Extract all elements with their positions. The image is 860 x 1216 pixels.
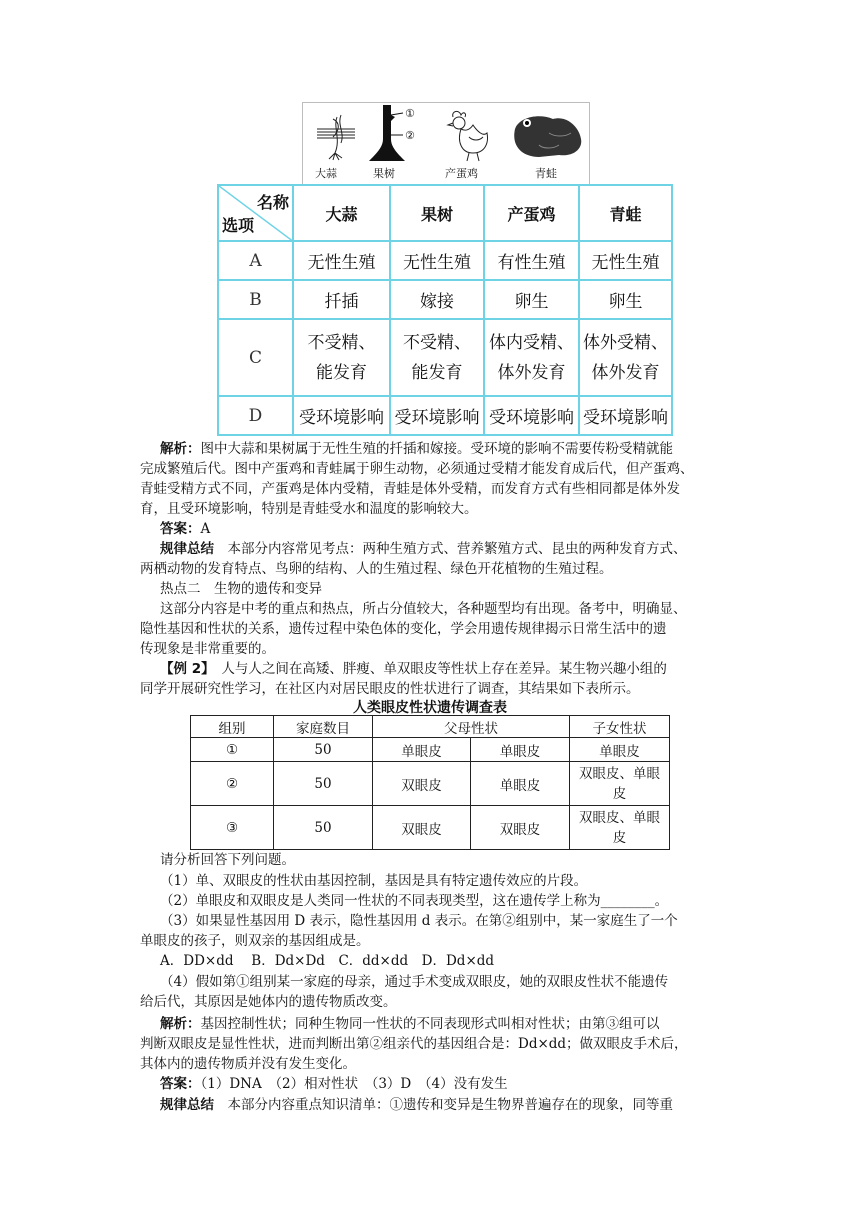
- table-cell: 体内受精、 体外发育: [484, 319, 579, 396]
- child-cell: 单眼皮: [570, 738, 670, 762]
- father-cell: 双眼皮: [373, 762, 471, 806]
- question-1: （1）单、双眼皮的性状由基因控制，基因是具有特定遗传效应的片段。: [160, 873, 588, 889]
- table-row: [191, 762, 670, 806]
- analysis-text: 判断双眼皮是显性性状，进而判断出第②组亲代的基因组合是：Dd×dd；做双眼皮手术后，: [140, 1036, 688, 1052]
- table-row: [218, 319, 672, 396]
- survey-table-caption: 人类眼皮性状遗传调查表: [353, 700, 507, 716]
- corner-label-option: 选项: [222, 216, 255, 235]
- answer-1: [160, 519, 730, 539]
- table-cell: 无性生殖: [293, 241, 390, 280]
- summary-text: 本部分内容重点知识清单：①遗传和变异是生物界普遍存在的现象，同等重: [227, 1097, 673, 1113]
- column-header: 大蒜: [293, 185, 390, 241]
- answer-value: A: [200, 521, 211, 537]
- image-label-hen: 产蛋鸡: [445, 167, 478, 180]
- analysis-label: 解析：: [160, 441, 201, 457]
- frog-illustration: [509, 109, 585, 161]
- table-cell: 无性生殖: [579, 241, 672, 280]
- answer-value: （1）DNA （2）相对性状 （3）D （4）没有发生: [200, 1076, 508, 1092]
- mother-cell: 双眼皮: [471, 806, 570, 850]
- row-label: A: [218, 241, 293, 280]
- analysis-text: 其体内的遗传物质并没有发生变化。: [140, 1056, 356, 1072]
- column-header: 果树: [390, 185, 484, 241]
- fruit-tree-graft-illustration: [367, 105, 407, 163]
- table-cell: 体外受精、 体外发育: [579, 319, 672, 396]
- table-cell: 卵生: [579, 280, 672, 319]
- count-cell: 50: [274, 762, 373, 806]
- question-2: （2）单眼皮和双眼皮是人类同一性状的不同表现类型，这在遗传学上称为________。: [160, 893, 669, 909]
- row-label: C: [218, 319, 293, 396]
- hen-illustration: [443, 107, 493, 163]
- corner-label-name: 名称: [256, 193, 289, 212]
- organism-illustrations: [302, 102, 590, 186]
- summary-2: [160, 1095, 730, 1115]
- group-cell: ②: [191, 762, 274, 806]
- table-row: [191, 806, 670, 850]
- count-cell: 50: [274, 806, 373, 850]
- column-header: 子女性状: [570, 716, 670, 738]
- table-cell: 扦插: [293, 280, 390, 319]
- column-header: 青蛙: [579, 185, 672, 241]
- table-cell: 有性生殖: [484, 241, 579, 280]
- father-cell: 双眼皮: [373, 806, 471, 850]
- intro-2: 这部分内容是中考的重点和热点，所占分值较大，各种题型均有出现。备考中，明确显、 隐性基因和性状的关系，遗传过程中染色体的变化，学会用遗传规律揭示日常生活中的遗 传现象是非常重要的。: [140, 601, 687, 657]
- column-header: 家庭数目: [274, 716, 373, 738]
- analysis-text: 青蛙受精方式不同，产蛋鸡是体内受精，青蛙是体外受精，而发育方式有些相同都是体外发: [140, 481, 680, 497]
- father-cell: 单眼皮: [373, 738, 471, 762]
- row-label: D: [218, 396, 293, 435]
- row-label: B: [218, 280, 293, 319]
- answer-2: [160, 1074, 730, 1094]
- table-row: [191, 738, 670, 762]
- summary-1: [140, 539, 730, 579]
- table-cell: 无性生殖: [390, 241, 484, 280]
- graft-marker-1: ①: [405, 107, 415, 120]
- image-label-fruit-tree: 果树: [373, 167, 395, 180]
- table-cell: 受环境影响: [390, 396, 484, 435]
- graft-marker-2: ②: [405, 129, 415, 142]
- mother-cell: 单眼皮: [471, 762, 570, 806]
- analysis-text: 基因控制性状；同种生物同一性状的不同表现形式叫相对性状；由第③组可以: [200, 1016, 660, 1032]
- column-header: 组别: [191, 716, 274, 738]
- group-cell: ①: [191, 738, 274, 762]
- summary-text: 本部分内容常见考点：两种生殖方式、营养繁殖方式、昆虫的两种发育方式、: [227, 541, 687, 557]
- column-header: 父母性状: [373, 716, 570, 738]
- analysis-1: [140, 439, 730, 519]
- child-cell: 双眼皮、单眼 皮: [570, 806, 670, 850]
- analysis-text: 图中大蒜和果树属于无性生殖的扦插和嫁接。受环境的影响不需要传粉受精就能: [200, 441, 673, 457]
- table-cell: 卵生: [484, 280, 579, 319]
- answer-label: 答案：: [160, 1076, 201, 1092]
- table-corner-cell: [218, 185, 293, 241]
- image-label-frog: 青蛙: [535, 167, 557, 180]
- analysis-2: [140, 1014, 730, 1074]
- analysis-text: 完成繁殖后代。图中产蛋鸡和青蛙属于卵生动物，必须通过受精才能发育成后代，但产蛋鸡、: [140, 461, 694, 477]
- table-cell: 不受精、 能发育: [293, 319, 390, 396]
- table-row: [218, 241, 672, 280]
- analysis-text: 育，且受环境影响，特别是青蛙受水和温度的影响较大。: [140, 501, 478, 517]
- answer-label: 答案：: [160, 521, 201, 537]
- summary-label: 规律总结: [160, 1097, 214, 1113]
- hotspot-2-title: 热点二 生物的遗传和变异: [160, 581, 322, 597]
- garlic-cutting-illustration: [311, 109, 361, 161]
- group-cell: ③: [191, 806, 274, 850]
- table-cell: 不受精、 能发育: [390, 319, 484, 396]
- table-row: [218, 396, 672, 435]
- example-2: 【例 2】 人与人之间在高矮、胖瘦、单双眼皮等性状上存在差异。某生物兴趣小组的 同学开展研究性学习，在社区内对居民眼皮的性状进行了调查，其结果如下表所示。: [140, 661, 667, 697]
- column-header: 产蛋鸡: [484, 185, 579, 241]
- reproduction-options-table: [217, 184, 673, 436]
- example-label: 【例 2】: [160, 661, 208, 677]
- eyelid-survey-table: [190, 715, 670, 850]
- table-row: [218, 280, 672, 319]
- count-cell: 50: [274, 738, 373, 762]
- analysis-label: 解析：: [160, 1016, 201, 1032]
- question-3-options: A．DD×dd B．Dd×Dd C．dd×dd D．Dd×dd: [160, 953, 495, 969]
- questions-prompt: 请分析回答下列问题。: [160, 852, 295, 868]
- image-label-garlic: 大蒜: [315, 167, 337, 180]
- table-cell: 受环境影响: [484, 396, 579, 435]
- table-cell: 受环境影响: [579, 396, 672, 435]
- child-cell: 双眼皮、单眼 皮: [570, 762, 670, 806]
- question-4: （4）假如第①组别某一家庭的母亲，通过手术变成双眼皮，她的双眼皮性状不能遗传 给后代，其原因是她体内的遗传物质改变。: [140, 974, 669, 1010]
- table-cell: 嫁接: [390, 280, 484, 319]
- table-cell: 受环境影响: [293, 396, 390, 435]
- summary-text: 两栖动物的发育特点、鸟卵的结构、人的生殖过程、绿色开花植物的生殖过程。: [140, 561, 613, 577]
- summary-label: 规律总结: [160, 541, 214, 557]
- mother-cell: 单眼皮: [471, 738, 570, 762]
- question-3: （3）如果显性基因用 D 表示，隐性基因用 d 表示。在第②组别中，某一家庭生了一个 单眼皮的孩子，则双亲的基因组成是。: [140, 913, 678, 949]
